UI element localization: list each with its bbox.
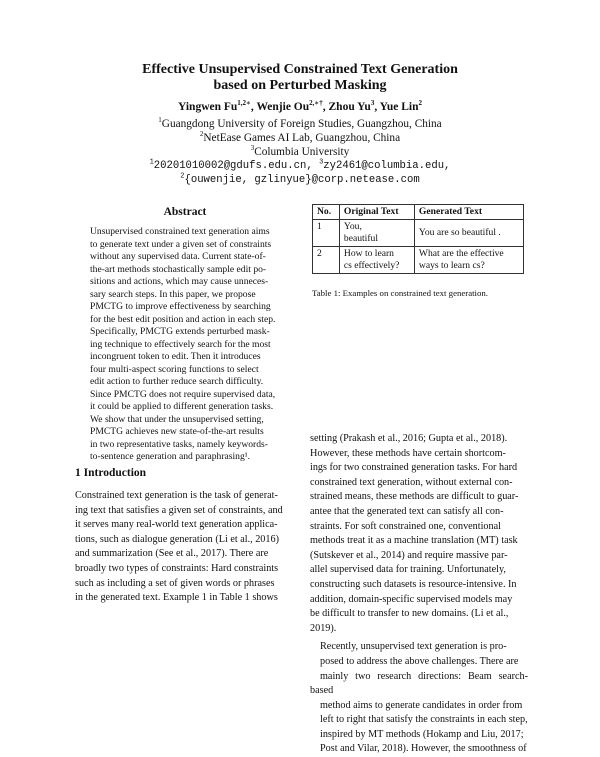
intro-line: it serves many real-world text generation applica-: [75, 519, 278, 531]
table-header-row: [313, 205, 524, 220]
text-line: addition, domain-specific supervised models may: [310, 593, 513, 605]
abstract-line: the-art methods stochastically sample edit po-: [90, 263, 267, 275]
email-line-1: [0, 160, 600, 173]
col-header-generated: Generated Text: [414, 205, 523, 220]
abstract-line: incongruent token to edit. Then it introduces: [90, 351, 261, 362]
paragraph-1: [310, 432, 528, 636]
abstract-line: Since PMCTG does not require supervised data,: [90, 388, 276, 400]
email-1-sup: 1: [149, 158, 154, 167]
cell-text: You are so beautiful .: [418, 227, 501, 238]
author-list: Yingwen $Fu^{1,2∗}$, Wenjie $Ou^{2,∗\dagger}$, Zhou Yu$^3$, Yue Lin$^2$: [177, 99, 423, 113]
intro-line: such as including a set of given words or phrases: [75, 577, 275, 589]
text-line: methods treat it as a machine translation (MT) task: [310, 535, 518, 547]
abstract-line: without any supervised data. Current state-of-: [90, 251, 266, 262]
abstract-line: PMCTG achieves new state-of-the-art results: [90, 426, 264, 437]
author-4-sup: 2: [418, 99, 423, 108]
author-2-sup: 2,∗†: [309, 99, 323, 108]
affiliation-3-sup: 3: [250, 144, 255, 153]
col-header-no: No.: [313, 205, 340, 220]
email-1: 20201010002@gdufs.edu.cn,: [153, 160, 313, 172]
cell-original: [339, 220, 414, 247]
text-line: strained means, these methods are difficult to guar-: [310, 491, 519, 503]
text-line: antee that the generated text can satisfy all con-: [310, 505, 504, 517]
cell-no: 2: [313, 247, 340, 274]
cell-text: How to learn: [343, 248, 394, 259]
paragraph-2: [310, 640, 528, 757]
text-line: inspired by MT methods (Hokamp and Liu, 2017;: [320, 728, 524, 740]
abstract-line: Specifically, PMCTG extends perturbed mask-: [90, 326, 270, 337]
abstract-heading: Abstract: [163, 206, 207, 218]
cell-text: ways to learn cs?: [418, 260, 485, 271]
abstract-line: sary search steps. In this paper, we propose: [90, 288, 256, 300]
title-line-2: based on Perturbed Masking: [213, 78, 387, 93]
author-4: Yue Lin: [379, 101, 419, 113]
abstract-line: ing technique to effectively search for the most: [90, 338, 271, 350]
abstract-line: for the best edit position and action in each step.: [90, 313, 276, 325]
col-header-original: Original Text: [339, 205, 414, 220]
email-3-sup: 2: [180, 172, 185, 181]
intro-line: Constrained text generation is the task of generat-: [75, 490, 278, 501]
cell-no: 1: [313, 220, 340, 247]
email-3: {ouwenjie, gzlinyue}@corp.netease.com: [184, 174, 420, 186]
cell-text: beautiful: [343, 233, 378, 244]
text-line: Post and Vilar, 2018). However, the smoothness of: [320, 743, 527, 755]
text-line: 2019).: [310, 622, 337, 634]
email-2: zy2461@columbia.edu,: [323, 160, 451, 172]
author-2: Wenjie Ou: [256, 101, 310, 113]
introduction-body: [75, 489, 293, 606]
affiliation-1-sup: 1: [158, 116, 162, 125]
text-line: be difficult to transfer to new domains. (Li et al.,: [310, 608, 509, 620]
example-table: [312, 204, 524, 274]
affiliation-3-text: Columbia University: [254, 146, 350, 158]
email-2-sup: 3: [319, 158, 324, 167]
abstract-line: Unsupervised constrained text generation aims: [90, 226, 270, 237]
intro-line: and summarization (See et al., 2017). There are: [75, 548, 269, 560]
cell-generated: [414, 247, 523, 274]
abstract-line: sitions and actions, which may cause unneces-: [90, 276, 269, 287]
text-line: posed to address the above challenges. There are: [320, 655, 519, 667]
cell-text: You,: [343, 221, 362, 232]
affiliation-2-text: NetEase Games AI Lab, Guangzhou, China: [203, 132, 401, 144]
text-line: constrained text generation, without external con-: [310, 476, 513, 488]
author-1-sup: 1,2∗: [237, 99, 251, 108]
intro-line: tions, such as dialogue generation (Li et al., 2016): [75, 533, 279, 545]
paper-title: [0, 62, 600, 94]
intro-line: ing text that satisfies a given set of constraints, and: [75, 504, 283, 516]
abstract-line: We show that under the unsupervised setting,: [90, 413, 264, 425]
cell-text: What are the effective: [418, 248, 504, 259]
affiliation-2: [0, 132, 600, 145]
abstract-line: to-sentence generation and paraphrasing¹.: [90, 451, 251, 462]
text-line: ings for two constrained generation tasks. For hard: [310, 462, 518, 474]
cell-text: cs effectively?: [343, 260, 400, 271]
cell-original: [339, 247, 414, 274]
table-caption: Table 1: Examples on constrained text generation.: [312, 288, 488, 298]
text-line: However, these methods have certain shortcom-: [310, 447, 506, 459]
affiliation-1-text: Guangdong University of Foreign Studies, Guangzhou, China: [161, 118, 442, 130]
title-line-1: Effective Unsupervised Constrained Text Generation: [142, 62, 458, 77]
abstract-line: it could be applied to different generation tasks.: [90, 401, 274, 412]
author-3: Zhou Yu: [328, 101, 371, 113]
right-column-body: [310, 432, 528, 757]
affiliation-2-sup: 2: [199, 130, 204, 139]
text-line: allel supervised data for training. Unfortunately,: [310, 564, 506, 576]
abstract-line: four multi-aspect scoring functions to select: [90, 363, 259, 375]
text-line: Recently, unsupervised text generation is pro-: [320, 641, 507, 653]
affiliation-3: [0, 146, 600, 159]
text-line: straints. For soft constrained one, conventional: [310, 520, 501, 532]
text-line: (Sutskever et al., 2014) and require massive par-: [310, 549, 508, 561]
abstract-body: [90, 226, 276, 464]
abstract-line: PMCTG to improve effectiveness by searching: [90, 301, 271, 312]
text-line: mainly two research directions: Beam search-based: [310, 670, 528, 697]
text-line: left to right that satisfy the constraints in each step,: [320, 714, 528, 726]
text-line: constructing such datasets is resource-intensive. In: [310, 578, 517, 590]
abstract-line: to generate text under a given set of constraints: [90, 238, 272, 250]
text-line: method aims to generate candidates in order from: [320, 699, 523, 711]
introduction-heading: 1 Introduction: [75, 467, 147, 479]
intro-line: in the generated text. Example 1 in Table 1 shows: [75, 592, 278, 604]
author-3-sup: 3: [370, 99, 375, 108]
email-line-2: [0, 174, 600, 187]
table-row: [313, 247, 524, 274]
cell-generated: [414, 220, 523, 247]
abstract-line: edit action to further reduce search difficulty.: [90, 376, 264, 387]
text-line: setting (Prakash et al., 2016; Gupta et al., 2018).: [310, 433, 508, 444]
intro-line: broadly two types of constraints: Hard constraints: [75, 562, 279, 574]
table-row: [313, 220, 524, 247]
abstract-line: in two representative tasks, namely keywords-: [90, 438, 268, 450]
affiliation-1: [0, 118, 600, 131]
author-1: Yingwen Fu: [177, 101, 238, 113]
